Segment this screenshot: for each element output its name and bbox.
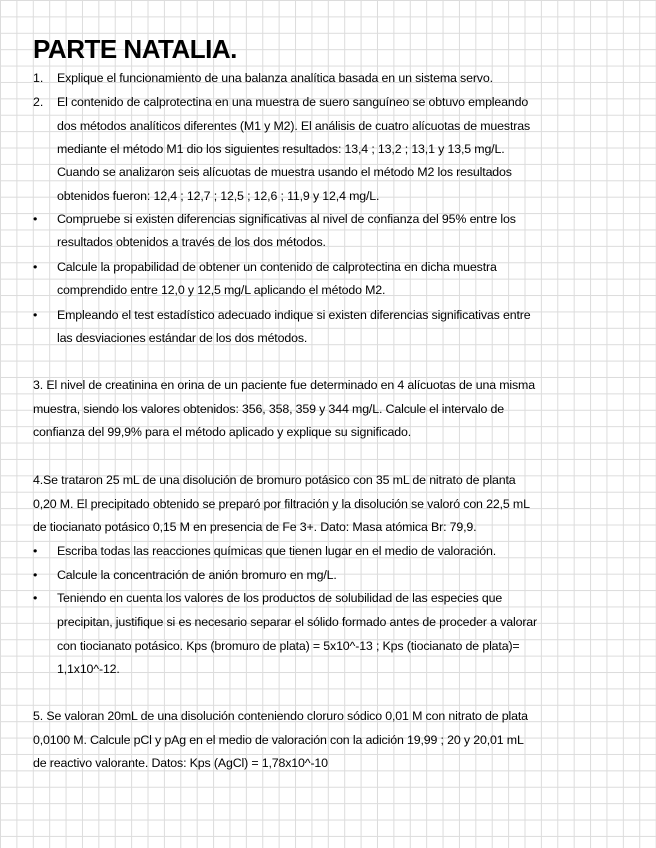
bullet-icon: • (33, 308, 38, 322)
q2-bullet-2-cont: comprendido entre 12,0 y 12,5 mg/L aplicando el método M2. (57, 283, 386, 297)
bullet-icon: • (33, 591, 38, 605)
q2-bullet-3-cont: las desviaciones estándar de los dos métodos. (57, 331, 308, 345)
q4-bullet-3-cont: 1,1x10^-12. (57, 662, 120, 676)
q2-bullet-2: Calcule la propabilidad de obtener un contenido de calprotectina en dicha muestra (57, 260, 497, 274)
q2-line: dos métodos analíticos diferentes (M1 y M2). El análisis de cuatro alícuotas de muestras (57, 119, 531, 133)
q5-line: 0,0100 M. Calcule pCl y pAg en el medio de valoración con la adición 19,99 ; 20 y 20,01 mL (33, 733, 524, 747)
q4-line: de tiocianato potásico 0,15 M en presencia de Fe 3+. Dato: Masa atómica Br: 79,9. (33, 520, 477, 534)
page-title: PARTE NATALIA. (33, 34, 237, 64)
q5-line: de reactivo valorante. Datos: Kps (AgCl) = 1,78x10^-10 (33, 756, 328, 770)
q2-line: obtenidos fueron: 12,4 ; 12,7 ; 12,5 ; 12,6 ; 11,9 y 12,4 mg/L. (57, 189, 380, 203)
q2-bullet-1-cont: resultados obtenidos a través de los dos métodos. (57, 235, 326, 249)
q1-number: 1. (33, 71, 44, 85)
q4-line: 4.Se trataron 25 mL de una disolución de bromuro potásico con 35 mL de nitrato de planta (33, 473, 516, 487)
bullet-icon: • (33, 260, 38, 274)
bullet-icon: • (33, 544, 38, 558)
q1-text: Explique el funcionamiento de una balanza analítica basada en un sistema servo. (57, 71, 493, 85)
bullet-icon: • (33, 212, 38, 226)
q3-line: 3. El nivel de creatinina en orina de un paciente fue determinado en 4 alícuotas de una misma (33, 378, 535, 392)
q3-line: muestra, siendo los valores obtenidos: 356, 358, 359 y 344 mg/L. Calcule el intervalo de (33, 402, 505, 416)
q4-line: 0,20 M. El precipitado obtenido se preparó por filtración y la disolución se valoró con 22,5 mL (33, 497, 530, 511)
q2-bullet-3: Empleando el test estadístico adecuado indique si existen diferencias significativas entre (57, 308, 531, 322)
q4-bullet-1: Escriba todas las reacciones químicas que tienen lugar en el medio de valoración. (57, 544, 496, 558)
q2-bullet-1: Compruebe si existen diferencias significativas al nivel de confianza del 95% entre los (57, 212, 516, 226)
q4-bullet-2: Calcule la concentración de anión bromuro en mg/L. (57, 568, 337, 582)
q4-bullet-3: Teniendo en cuenta los valores de los productos de solubilidad de las especies que (57, 591, 503, 605)
q4-bullet-3-cont: precipitan, justifique si es necesario separar el sólido formado antes de proceder a valorar (57, 615, 538, 629)
q5-line: 5. Se valoran 20mL de una disolución conteniendo cloruro sódico 0,01 M con nitrato de plata (33, 709, 528, 723)
q2-number: 2. (33, 95, 44, 109)
q3-line: confianza del 99,9% para el método aplicado y explique su significado. (33, 425, 411, 439)
q2-line: Cuando se analizaron seis alícuotas de muestra usando el método M2 los resultados (57, 165, 512, 179)
q4-bullet-3-cont: con tiocianato potásico. Kps (bromuro de plata) = 5x10^-13 ; Kps (tiocianato de plata)= (57, 639, 520, 653)
q2-line: El contenido de calprotectina en una muestra de suero sanguíneo se obtuvo empleando (57, 95, 529, 109)
q2-line: mediante el método M1 dio los siguientes resultados: 13,4 ; 13,2 ; 13,1 y 13,5 mg/L. (57, 142, 505, 156)
bullet-icon: • (33, 568, 38, 582)
